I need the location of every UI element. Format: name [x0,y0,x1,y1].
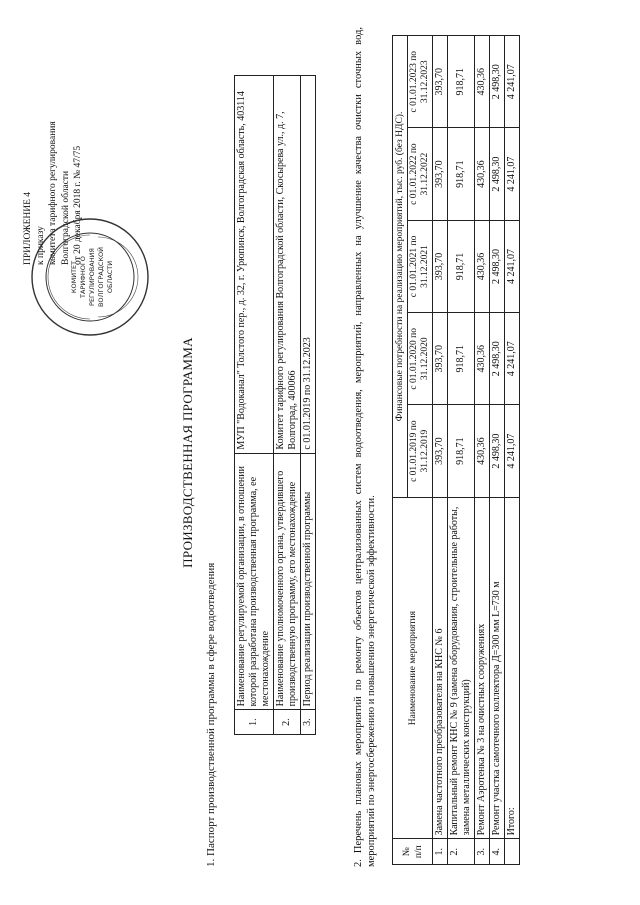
section1-title: 1. Паспорт производственной программы в сфере водоотведения [205,562,217,867]
row-value: Комитет тарифного регулирования Волгоградской области, Скосырева ул., д. 7, Волгоград, 400066 [274,76,301,454]
period-header: с 01.01.2023 по 31.12.2023 [408,36,433,128]
amount-cell: 2 498,30 [490,128,505,220]
row-number: 1. [235,710,274,735]
row-number: 1. [433,839,448,865]
col-name-header: Наименование мероприятия [393,497,433,839]
official-seal [28,215,152,339]
amount-cell: 918,71 [448,405,475,497]
amount-cell: 918,71 [448,220,475,312]
amount-cell: 918,71 [448,313,475,405]
total-cell: 4 241,07 [505,313,520,405]
passport-table [234,75,316,735]
row-number: 3. [475,839,490,865]
amount-cell: 430,36 [475,313,490,405]
measure-name: Замена частотного преобразователя на КНС № 6 [433,497,448,839]
row-label: Наименование уполномоченного органа, утвердившего производственную программу, его местонахождение [274,453,301,710]
amount-cell: 430,36 [475,36,490,128]
total-cell: 4 241,07 [505,36,520,128]
amount-cell: 2 498,30 [490,36,505,128]
amount-cell: 430,36 [475,220,490,312]
header-line: Волгоградской области [60,170,71,265]
seal-line: ВОЛГОГРАДСКОЙ [97,246,105,308]
amount-cell: 393,70 [433,220,448,312]
table-row [274,76,301,735]
amount-cell: 393,70 [433,128,448,220]
header-line: комитета тарифного регулирования [48,121,58,265]
table-header-row [393,36,408,865]
seal-line: РЕГУЛИРОВАНИЯ [88,248,96,306]
total-cell: 4 241,07 [505,128,520,220]
amount-cell: 393,70 [433,405,448,497]
total-cell: 4 241,07 [505,220,520,312]
row-value: с 01.01.2019 по 31.12.2023 [301,76,316,454]
amount-cell: 918,71 [448,36,475,128]
seal-line: ОБЛАСТИ [106,260,114,294]
row-label: Наименование регулируемой организации, в отношении которой разработана производственная программа, ее местонахождение [235,453,274,710]
header-line: ПРИЛОЖЕНИЕ 4 [23,191,33,265]
amount-cell: 430,36 [475,405,490,497]
amount-cell: 393,70 [433,313,448,405]
period-header: с 01.01.2020 по 31.12.2020 [408,313,433,405]
row-value: МУП "Водоканал" Толстого пер., д. 32, г. Урюпинск, Волгоградская область, 403114 [235,76,274,454]
table-row [235,76,274,735]
total-cell: 4 241,07 [505,405,520,497]
table-row [490,36,505,865]
table-row [448,36,475,865]
amount-cell: 393,70 [433,36,448,128]
total-row [505,36,520,865]
amount-cell: 2 498,30 [490,313,505,405]
col-fin-header: Финансовые потребности на реализацию мероприятий, тыс. руб. (без НДС). [393,36,408,498]
row-number: 2. [448,839,475,865]
measures-table [392,35,520,865]
table-row [301,76,316,735]
amount-cell: 430,36 [475,128,490,220]
period-header: с 01.01.2019 по 31.12.2019 [408,405,433,497]
measure-name: Ремонт Аэротенка № 3 на очистных сооружениях [475,497,490,839]
row-number [505,839,520,865]
amount-cell: 2 498,30 [490,220,505,312]
row-number: 2. [274,710,301,735]
document-title: ПРОИЗВОДСТВЕННАЯ ПРОГРАММА [180,337,195,568]
header-line: к приказу [35,226,46,265]
period-header: с 01.01.2022 по 31.12.2022 [408,128,433,220]
row-number: 4. [490,839,505,865]
row-label: Период реализации производственной программы [301,453,316,710]
measure-name: Ремонт участка самотечного коллектора Д=300 мм L=730 м [490,497,505,839]
seal-line: ТАРИФНОГО [79,256,87,298]
header-line: от 20 декабря 2018 г. № 47/75 [73,145,83,265]
row-number: 3. [301,710,316,735]
section2-title: 2. Перечень плановых мероприятий по ремонту объектов централизованных систем водоотведения, мероприятий, направленных на улучшение качества очистки сточных вод, мероприятий по энергосбережению и повышению энергетической эффективности. [353,27,377,867]
seal-line: КОМИТЕТ [70,260,78,294]
amount-cell: 918,71 [448,128,475,220]
amount-cell: 2 498,30 [490,405,505,497]
table-row [475,36,490,865]
measure-name: Капитальный ремонт КНС № 9 (замена оборудования, строительные работы, замена металлических конструкций) [448,497,475,839]
col-num-header: № п/п [393,839,433,865]
total-label: Итого: [505,497,520,839]
table-row [433,36,448,865]
period-header: с 01.01.2021 по 31.12.2021 [408,220,433,312]
